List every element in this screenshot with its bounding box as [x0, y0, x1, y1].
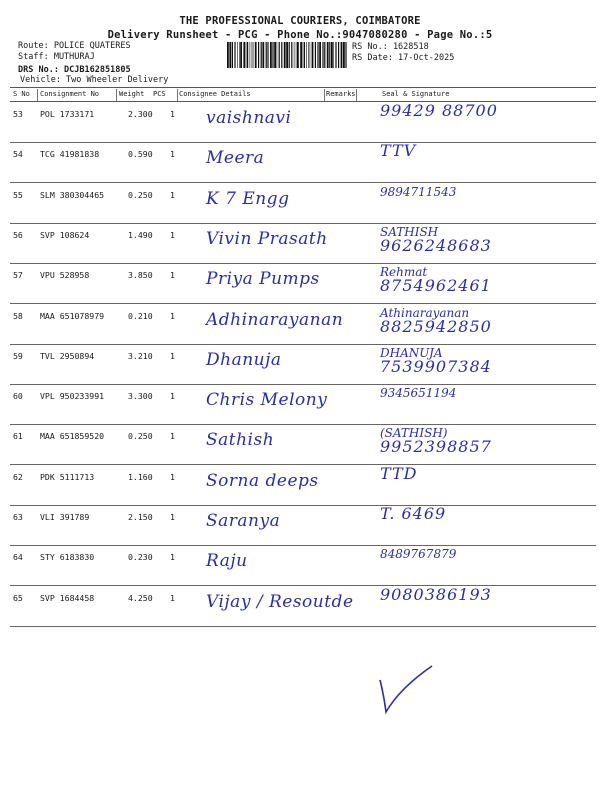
row-consignment-no: VLI 391789: [40, 512, 90, 522]
signature-line: (SATHISH): [380, 426, 448, 441]
row-sno: 57: [13, 270, 23, 281]
col-divider: [177, 89, 178, 101]
col-divider: [356, 89, 357, 101]
barcode-bar: [327, 42, 329, 68]
barcode-bar: [329, 42, 330, 68]
barcode-bar: [239, 42, 240, 68]
barcode-bar: [303, 42, 304, 68]
barcode-bar: [286, 42, 288, 68]
barcode-bar: [262, 42, 264, 68]
receiver-signature: [380, 141, 417, 161]
barcode-bar: [341, 42, 343, 68]
table-row: [10, 102, 596, 143]
barcode-bar: [266, 42, 267, 68]
barcode-bar: [250, 42, 251, 68]
signature-phone: TTD: [380, 463, 418, 483]
table-row: [10, 586, 596, 627]
vehicle-label: Vehicle: Two Wheeler Delivery: [20, 75, 169, 85]
receiver-signature: [380, 547, 456, 561]
row-weight: 3.210: [128, 350, 153, 361]
barcode-bar: [343, 42, 345, 68]
col-header-details: Consignee Details: [179, 90, 251, 98]
consignee-name-handwritten: Saranya: [206, 511, 281, 531]
barcode-bar: [284, 42, 286, 68]
consignee-name-handwritten: Priya Pumps: [206, 269, 320, 290]
barcode-bar: [312, 42, 314, 68]
barcode-bar: [297, 42, 299, 68]
barcode-bar: [300, 42, 302, 68]
rs-number: RS No.: 1628518: [352, 42, 429, 52]
row-weight: 2.150: [128, 512, 153, 522]
consignee-name-handwritten: Adhinarayanan: [206, 309, 344, 330]
table-row: [10, 424, 596, 465]
barcode-bar: [274, 42, 276, 68]
barcode-bar: [232, 42, 233, 68]
table-row: [10, 505, 596, 546]
barcode-bar: [296, 42, 297, 68]
barcode-bar: [306, 42, 307, 68]
row-consignment-no: MAA 651078979: [40, 310, 105, 321]
row-sno: 64: [13, 552, 23, 563]
row-consignment-no: VPU 528958: [40, 270, 90, 281]
row-pcs: 1: [170, 149, 175, 160]
signature-line: DHANUJA: [380, 345, 443, 360]
row-pcs: 1: [170, 592, 175, 603]
barcode-bar: [331, 42, 333, 68]
barcode-bar: [252, 42, 253, 68]
row-weight: 2.300: [128, 109, 153, 119]
row-weight: 1.160: [128, 471, 153, 482]
consignee-name-handwritten: Raju: [206, 551, 248, 572]
barcode-bar: [317, 42, 318, 68]
consignee-name-handwritten: Vivin Prasath: [206, 228, 328, 249]
row-weight: 4.250: [128, 592, 153, 603]
row-consignment-no: SLM 380304465: [40, 189, 105, 200]
barcode-bar: [281, 42, 282, 68]
col-divider: [37, 89, 38, 101]
consignee-name-handwritten: Dhanuja: [206, 349, 282, 370]
row-pcs: 1: [170, 270, 175, 281]
barcode-bar: [279, 42, 280, 68]
table-row: [10, 263, 596, 304]
barcode-bar: [270, 42, 272, 68]
table-row: [10, 344, 596, 385]
route-label: Route: POLICE QUATERES: [18, 41, 131, 51]
col-header-seal: Seal & Signature: [382, 90, 450, 98]
row-sno: 61: [13, 431, 23, 442]
company-title: THE PROFESSIONAL COURIERS, COIMBATORE: [179, 15, 421, 27]
barcode-bar: [261, 42, 262, 68]
consignee-name-handwritten: vaishnavi: [206, 108, 292, 128]
barcode-bar: [277, 42, 278, 68]
row-consignment-no: TVL 2950894: [40, 350, 95, 361]
receiver-signature: [380, 584, 492, 604]
barcode-bar: [322, 42, 323, 68]
barcode-bar: [289, 42, 290, 68]
row-weight: 3.300: [128, 391, 153, 402]
receiver-signature: [380, 346, 492, 374]
receiver-signature: [380, 265, 492, 296]
row-pcs: 1: [170, 391, 175, 402]
row-pcs: 1: [170, 189, 175, 200]
barcode-bar: [229, 42, 231, 68]
rs-date: RS Date: 17-Oct-2025: [352, 53, 455, 63]
barcode-bar: [335, 42, 336, 68]
row-pcs: 1: [170, 552, 175, 563]
row-weight: 0.250: [128, 189, 153, 200]
check-mark-icon: [372, 662, 442, 717]
row-weight: 1.490: [128, 229, 153, 240]
row-sno: 55: [13, 189, 23, 200]
receiver-signature: [380, 463, 418, 483]
barcode-bar: [324, 42, 325, 68]
table-row: [10, 465, 596, 506]
barcode-bar: [258, 42, 259, 68]
col-header-consignment: Consignment No: [40, 90, 100, 98]
row-sno: 62: [13, 471, 23, 482]
barcode-bar: [243, 42, 245, 68]
signature-phone: TTV: [380, 141, 417, 161]
consignee-name-handwritten: Sorna deeps: [206, 470, 319, 491]
table-row: [10, 183, 596, 224]
row-consignment-no: MAA 651859520: [40, 431, 105, 442]
row-pcs: 1: [170, 471, 175, 482]
row-pcs: 1: [170, 109, 175, 119]
col-header-remarks: Remarks: [326, 90, 356, 98]
receiver-signature: [380, 426, 492, 457]
receiver-signature: [380, 504, 447, 523]
barcode-bar: [237, 42, 238, 68]
row-pcs: 1: [170, 431, 175, 442]
barcode-bar: [246, 42, 247, 68]
barcode-bar: [227, 42, 229, 68]
receiver-signature: [380, 225, 492, 253]
table-row: [10, 384, 596, 425]
row-weight: 0.250: [128, 431, 153, 442]
row-sno: 63: [13, 512, 23, 522]
row-weight: 0.590: [128, 149, 153, 160]
barcode-bar: [272, 42, 273, 68]
staff-label: Staff: MUTHURAJ: [18, 52, 95, 62]
receiver-signature: [380, 185, 456, 199]
barcode-bar: [234, 42, 235, 68]
barcode-image: [226, 42, 348, 68]
signature-phone: 9626248683: [380, 235, 492, 255]
row-weight: 0.230: [128, 552, 153, 563]
row-pcs: 1: [170, 310, 175, 321]
barcode-bar: [333, 42, 334, 68]
row-consignment-no: PDK 5111713: [40, 471, 95, 482]
row-consignment-no: STY 6183830: [40, 552, 95, 563]
consignee-name-handwritten: Vijay / Resoutde: [206, 591, 354, 612]
row-sno: 56: [13, 229, 23, 240]
barcode-bar: [308, 42, 309, 68]
consignee-name-handwritten: Chris Melony: [206, 390, 328, 411]
table-row: [10, 142, 596, 183]
signature-line: Athinarayanan: [380, 305, 470, 320]
row-consignment-no: SVP 108624: [40, 229, 90, 240]
header-rule-top: [10, 87, 596, 88]
signature-line: 9345651194: [380, 386, 457, 401]
row-consignment-no: POL 1733171: [40, 109, 95, 119]
col-header-sno: S No: [13, 90, 30, 98]
signature-line: SATHISH: [380, 224, 439, 239]
row-pcs: 1: [170, 229, 175, 240]
signature-line: 8489767879: [380, 547, 457, 562]
row-consignment-no: SVP 1684458: [40, 592, 95, 603]
barcode-bar: [345, 42, 346, 68]
barcode-bar: [319, 42, 321, 68]
signature-phone: 9952398857: [380, 437, 492, 457]
barcode-bar: [315, 42, 316, 68]
barcode-bar: [255, 42, 257, 68]
signature-phone: 8825942850: [380, 316, 492, 336]
row-consignment-no: TCG 41981838: [40, 149, 100, 160]
receiver-signature: [380, 101, 498, 120]
row-sno: 54: [13, 149, 23, 160]
signature-line: 9894711543: [380, 184, 457, 199]
row-pcs: 1: [170, 350, 175, 361]
table-row: [10, 545, 596, 586]
consignee-name-handwritten: K 7 Engg: [206, 188, 290, 209]
signature-phone: 7539907384: [380, 356, 492, 376]
table-row: [10, 223, 596, 264]
row-sno: 60: [13, 391, 23, 402]
row-weight: 3.850: [128, 270, 153, 281]
signature-phone: 8754962461: [380, 276, 492, 296]
row-consignment-no: VPL 950233991: [40, 391, 105, 402]
signature-line: Rehmat: [380, 265, 428, 280]
consignee-name-handwritten: Sathish: [206, 430, 275, 451]
barcode-bar: [291, 42, 292, 68]
barcode-bar: [338, 42, 339, 68]
runsheet-subtitle: Delivery Runsheet - PCG - Phone No.:9047080280 - Page No.:5: [107, 29, 493, 41]
signature-phone: T. 6469: [380, 504, 447, 523]
barcode-bar: [253, 42, 254, 68]
consignee-name-handwritten: Meera: [206, 148, 265, 169]
row-sno: 65: [13, 592, 23, 603]
drs-number: DRS No.: DCJB162851805: [18, 65, 131, 75]
row-weight: 0.210: [128, 310, 153, 321]
col-divider: [116, 89, 117, 101]
row-pcs: 1: [170, 512, 175, 522]
row-sno: 53: [13, 109, 23, 119]
col-header-weight: Weight: [119, 90, 145, 98]
row-sno: 58: [13, 310, 23, 321]
barcode-bar: [310, 42, 311, 68]
row-sno: 59: [13, 350, 23, 361]
barcode-bar: [240, 42, 242, 68]
barcode-bar: [267, 42, 268, 68]
barcode-bar: [294, 42, 295, 68]
col-divider: [324, 89, 325, 101]
signature-phone: 9080386193: [380, 584, 492, 604]
table-row: [10, 304, 596, 345]
receiver-signature: [380, 306, 492, 334]
col-header-pcs: PCS: [153, 90, 166, 98]
signature-phone: 99429 88700: [380, 101, 498, 120]
barcode-bar: [247, 42, 248, 68]
receiver-signature: [380, 386, 456, 400]
barcode-bar: [304, 42, 305, 68]
